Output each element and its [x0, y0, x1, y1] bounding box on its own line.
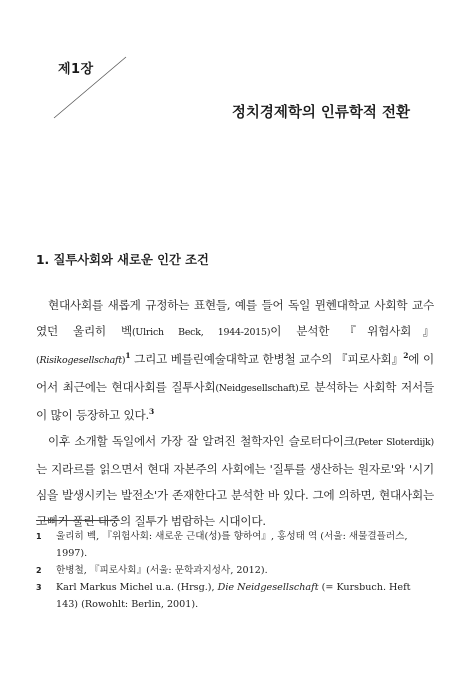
footnote-text-italic: Die Neidgesellschaft [217, 582, 319, 593]
paragraph-text: 로 분석하는 사회학 저서들이 많이 등장하고 있다. [36, 380, 434, 422]
footnote-number: 2 [36, 566, 42, 575]
paragraph-text-small: (Peter Sloterdijk) [354, 437, 434, 448]
paragraph-text: 이후 소개할 독일에서 가장 잘 알려진 철학자인 슬로터다이크 [48, 434, 355, 448]
footnote-3 [36, 579, 434, 613]
footnote-ref-1[interactable]: 1 [125, 351, 131, 361]
footnote-text: 울리히 벡, 『위험사회: 새로운 근대(성)를 향하여』, 홍성태 역 (서울: 새물결플러스, 1997). [56, 531, 408, 559]
footnote-text: Karl Markus Michel u.a. (Hrsg.), [56, 582, 218, 593]
paragraph-text: 에 이어서 최근에는 현대사회를 질투사회 [36, 352, 434, 394]
paragraph-text-small: (Ulrich Beck, 1944-2015) [131, 327, 271, 338]
body-text [36, 292, 434, 534]
paragraph-text: 이 분석한 『위험사회』 [270, 324, 434, 338]
footnote-2 [36, 562, 434, 579]
footnote-ref-3[interactable]: 3 [148, 407, 154, 417]
footnote-text: (= Kursbuch. Heft 143) (Rowohlt: Berlin, 2001). [56, 582, 411, 610]
paragraph-text: 현대사회를 새롭게 규정하는 표현들, 예를 들어 독일 뮌헨대학교 사회학 교수였던 울리히 벡 [36, 298, 434, 338]
chapter-label: 제1장 [58, 62, 94, 77]
paragraph-text: 그리고 베를린예술대학교 한병철 교수의 『피로사회』 [130, 352, 404, 366]
footnote-1 [36, 528, 434, 562]
paragraph-text: 는 지라르를 읽으면서 현대 자본주의 사회에는 '질투를 생산하는 원자로'와 '시기심을 발생시키는 발전소'가 존재한다고 분석한 바 있다. 그에 의하면, 현대사회는 고삐가 풀린 대중의 질투가 범람하는 시대이다. [36, 462, 434, 528]
section-heading: 1. 질투사회와 새로운 인간 조건 [36, 253, 209, 267]
footnote-number: 3 [36, 583, 42, 592]
paragraph-text-small: ( [36, 355, 40, 366]
footnote-number: 1 [36, 532, 42, 541]
footnote-divider [36, 520, 118, 521]
chapter-title: 정치경제학의 인류학적 전환 [231, 104, 410, 121]
footnotes [36, 528, 434, 613]
paragraph-2 [36, 428, 434, 534]
paragraph-text-small: ) [121, 355, 126, 366]
paragraph-1 [36, 292, 434, 428]
paragraph-text-italic: Risikogesellschaft [39, 355, 122, 366]
footnote-text: 한병철, 『피로사회』(서울: 문학과지성사, 2012). [56, 565, 268, 576]
paragraph-text-small: (Neidgesellschaft) [215, 383, 299, 394]
footnote-ref-2[interactable]: 2 [403, 351, 409, 361]
